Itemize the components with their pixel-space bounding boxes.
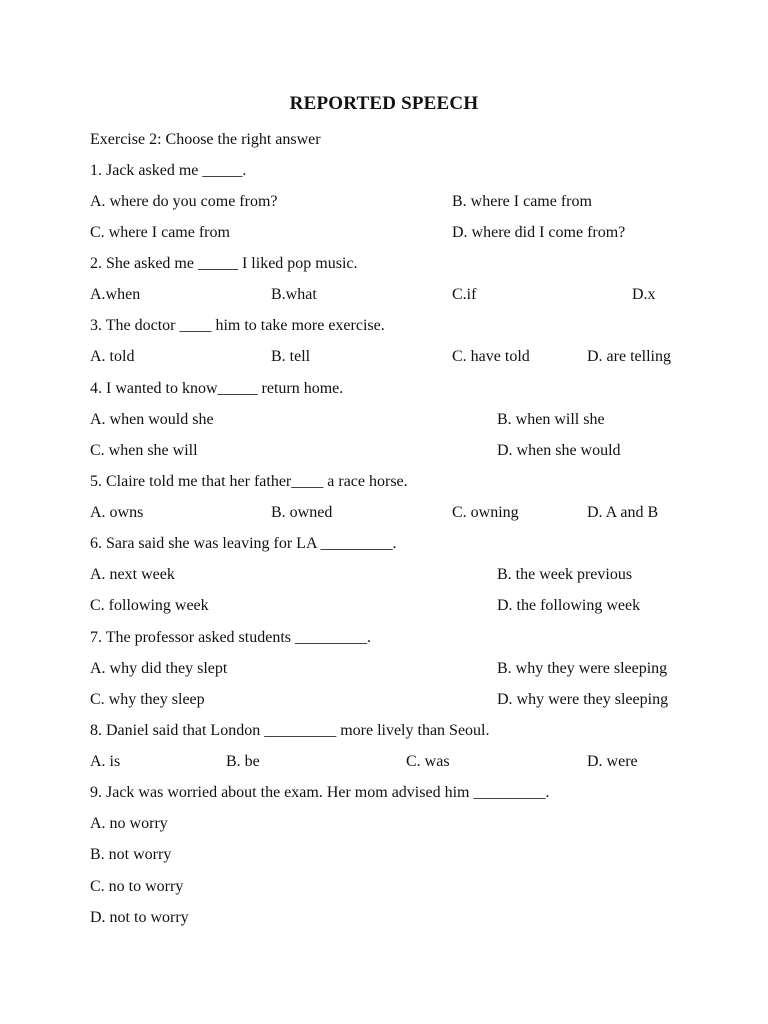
question-2-option-a: A.when <box>90 286 141 303</box>
question-8-stem: 8. Daniel said that London _________ more lively than Seoul. <box>90 722 490 739</box>
question-6-stem: 6. Sara said she was leaving for LA _________. <box>90 535 397 552</box>
question-5-option-c: C. owning <box>452 504 519 521</box>
question-1-option-d: D. where did I come from? <box>452 224 626 241</box>
question-3-option-c: C. have told <box>452 348 530 365</box>
question-4-option-b: B. when will she <box>497 411 605 428</box>
question-5-option-a: A. owns <box>90 504 144 521</box>
question-9-option-d: D. not to worry <box>90 909 189 926</box>
question-7-option-c: C. why they sleep <box>90 691 205 708</box>
question-3-stem: 3. The doctor ____ him to take more exercise. <box>90 317 385 334</box>
question-9-stem: 9. Jack was worried about the exam. Her mom advised him _________. <box>90 784 550 801</box>
question-6-option-b: B. the week previous <box>497 566 633 583</box>
question-8-option-b: B. be <box>226 753 260 770</box>
question-8-option-c: C. was <box>406 753 450 770</box>
question-9-option-a: A. no worry <box>90 815 168 832</box>
question-4-option-d: D. when she would <box>497 442 621 459</box>
question-8-option-d: D. were <box>587 753 638 770</box>
exercise-instruction: Exercise 2: Choose the right answer <box>90 131 321 148</box>
question-3-option-a: A. told <box>90 348 135 365</box>
question-5-stem: 5. Claire told me that her father____ a race horse. <box>90 473 408 490</box>
question-6-option-d: D. the following week <box>497 597 641 614</box>
question-1-option-c: C. where I came from <box>90 224 230 241</box>
question-3-option-b: B. tell <box>271 348 311 365</box>
question-2-stem: 2. She asked me _____ I liked pop music. <box>90 255 358 272</box>
question-7-stem: 7. The professor asked students _________. <box>90 629 371 646</box>
question-2-option-c: C.if <box>452 286 477 303</box>
question-4-option-a: A. when would she <box>90 411 214 428</box>
page-title: REPORTED SPEECH <box>289 93 479 114</box>
question-1-option-a: A. where do you come from? <box>90 193 278 210</box>
question-7-option-b: B. why they were sleeping <box>497 660 668 677</box>
question-2-option-b: B.what <box>271 286 317 303</box>
question-7-option-a: A. why did they slept <box>90 660 228 677</box>
question-6-option-c: C. following week <box>90 597 209 614</box>
question-7-option-d: D. why were they sleeping <box>497 691 669 708</box>
question-1-stem: 1. Jack asked me _____. <box>90 162 247 179</box>
question-2-option-d: D.x <box>632 286 656 303</box>
question-6-option-a: A. next week <box>90 566 175 583</box>
question-5-option-d: D. A and B <box>587 504 659 521</box>
question-1-option-b: B. where I came from <box>452 193 592 210</box>
question-3-option-d: D. are telling <box>587 348 671 365</box>
question-4-stem: 4. I wanted to know_____ return home. <box>90 380 344 397</box>
question-8-option-a: A. is <box>90 753 121 770</box>
question-9-option-c: C. no to worry <box>90 878 184 895</box>
question-4-option-c: C. when she will <box>90 442 198 459</box>
question-9-option-b: B. not worry <box>90 846 172 863</box>
question-5-option-b: B. owned <box>271 504 333 521</box>
